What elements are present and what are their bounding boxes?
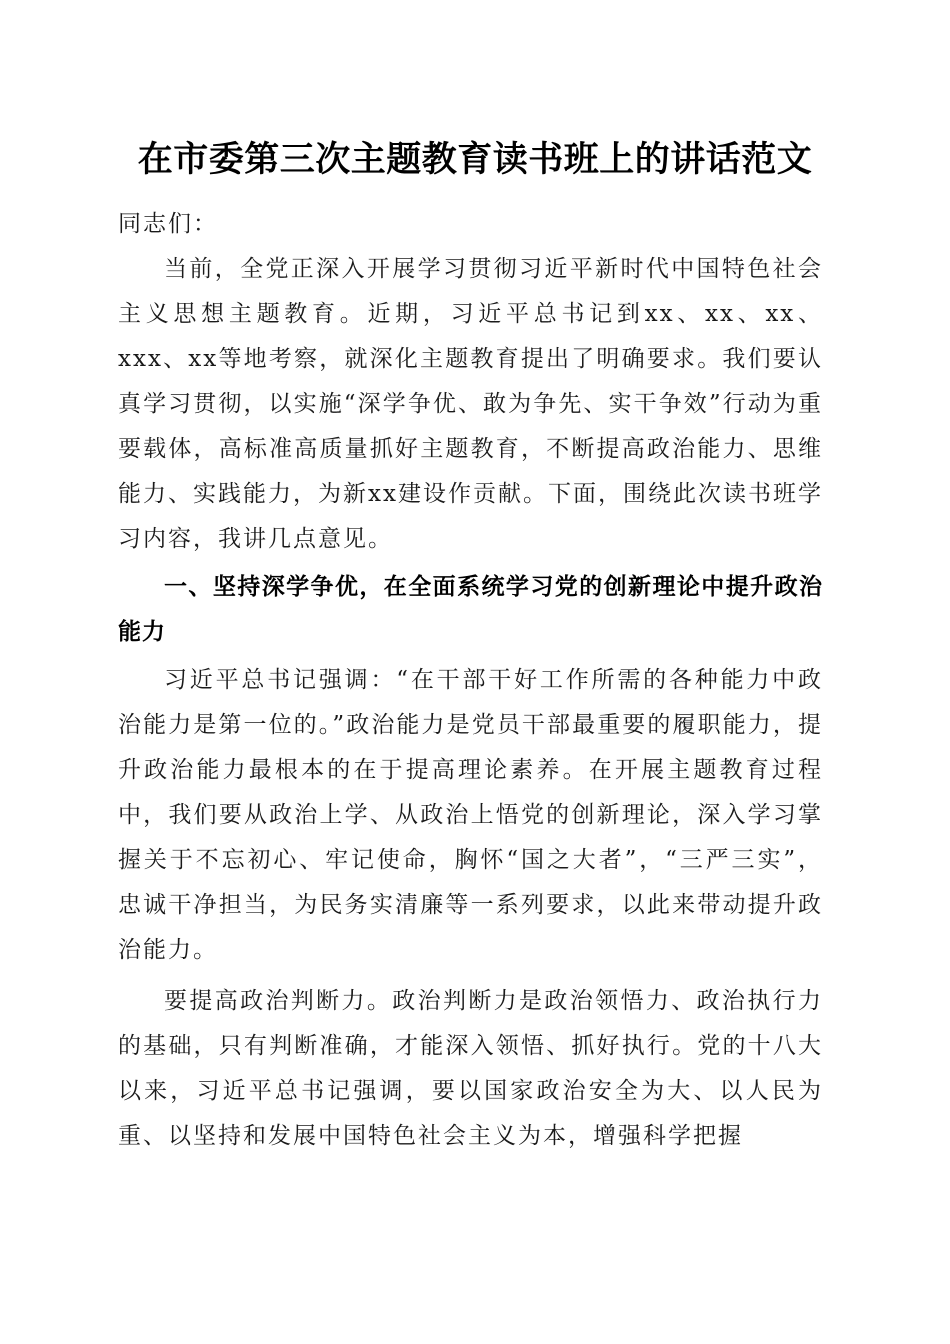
paragraph-political-ability: 习近平总书记强调：“在干部干好工作所需的各种能力中政治能力是第一位的。”政治能力是党员干部最重要的履职能力，提升政治能力最根本的在于提高理论素养。在开展主题教育过程中，我们要从政治上学、从政治上悟党的创新理论，深入学习掌握关于不忘初心、牢记使命，胸怀“国之大者”，“三严三实”，忠诚干净担当，为民务实清廉等一系列要求，以此来带动提升政治能力。 xyxy=(118,667,823,963)
paragraph-political-judgment: 要提高政治判断力。政治判断力是政治领悟力、政治执行力的基础，只有判断准确，才能深入领悟、抓好执行。党的十八大以来，习近平总书记强调，要以国家政治安全为大、以人民为重、以坚持和发展中国特色社会主义为本，增强科学把握 xyxy=(118,988,823,1149)
paragraph-intro: 当前，全党正深入开展学习贯彻习近平新时代中国特色社会主义思想主题教育。近期，习近平总书记到xx、xx、xx、xxx、xx等地考察，就深化主题教育提出了明确要求。我们要认真学习贯彻，以实施“深学争优、敢为争先、实干争效”行动为重要载体，高标准高质量抓好主题教育，不断提高政治能力、思维能力、实践能力，为新xx建设作贡献。下面，围绕此次读书班学习内容，我讲几点意见。 xyxy=(118,256,823,552)
section-heading-1: 一、坚持深学争优，在全面系统学习党的创新理论中提升政治能力 xyxy=(118,574,823,645)
document-body xyxy=(118,202,823,1159)
salutation: 同志们： xyxy=(118,211,218,237)
document-title: 在市委第三次主题教育读书班上的讲话范文 xyxy=(137,139,813,180)
